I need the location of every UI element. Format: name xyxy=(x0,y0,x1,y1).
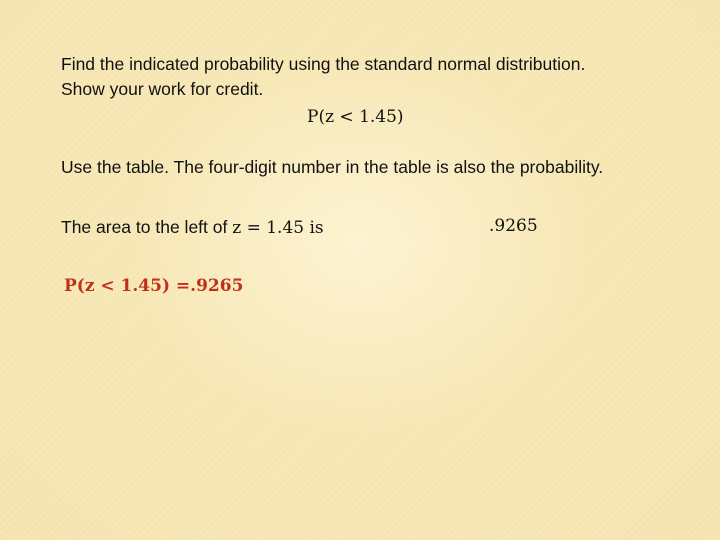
table-instruction: Use the table. The four-digit number in the table is also the probability. xyxy=(61,157,604,177)
table-value: .9265 xyxy=(489,216,538,236)
problem-statement-line-1: Find the indicated probability using the standard normal distribution. xyxy=(61,54,586,74)
area-prefix: The area to the left of xyxy=(61,217,228,237)
problem-statement-line-2: Show your work for credit. xyxy=(61,79,264,99)
final-answer: P(z < 1.45) =.9265 xyxy=(64,276,244,296)
area-math: z = 1.45 is xyxy=(232,218,324,238)
area-statement xyxy=(61,215,324,240)
probability-expression: P(z < 1.45) xyxy=(307,107,404,127)
